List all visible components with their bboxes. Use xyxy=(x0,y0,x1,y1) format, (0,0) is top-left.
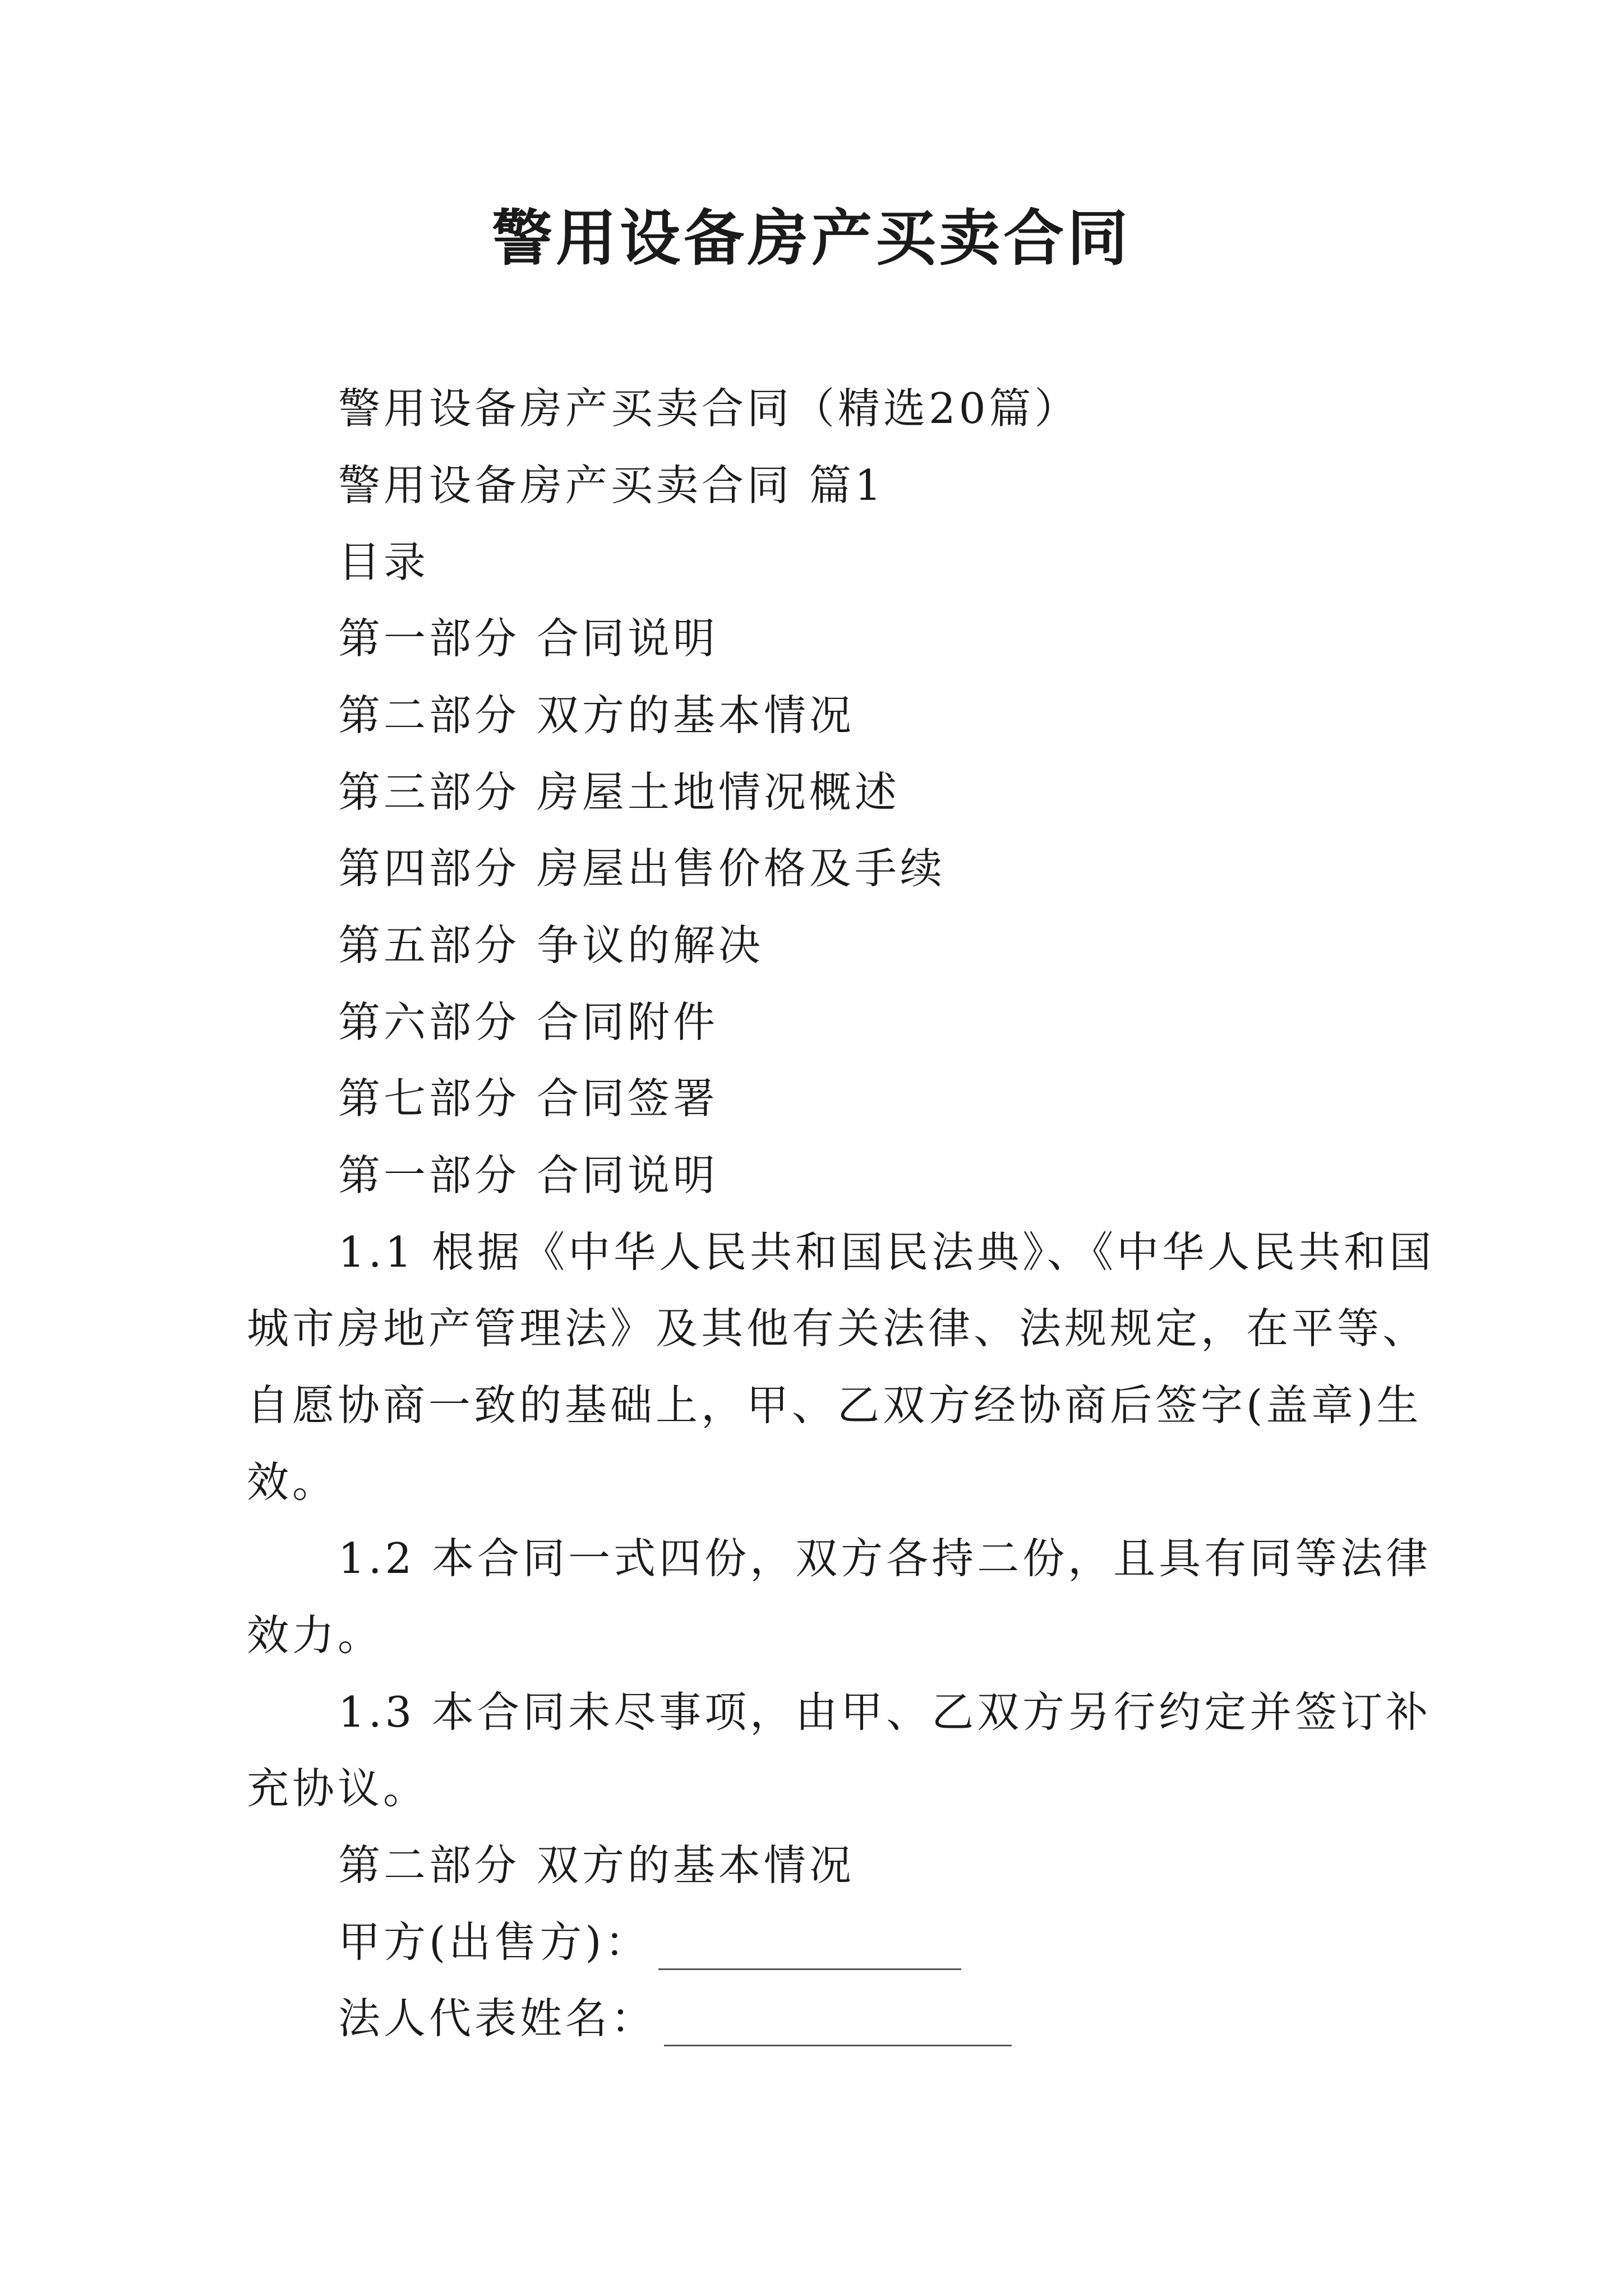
clause-1-2-line-1: 1.2 本合同一式四份，双方各持二份，且具有同等法律 xyxy=(338,1534,1432,1583)
seller-label: 甲方(出售方)： xyxy=(338,1917,651,1967)
article-heading: 警用设备房产买卖合同 篇1 xyxy=(338,461,885,510)
legal-representative-field xyxy=(338,1990,1012,2046)
toc-item-part-3: 第三部分 房屋土地情况概述 xyxy=(338,767,900,817)
legal-representative-blank-line[interactable] xyxy=(664,2005,1012,2046)
toc-item-part-1: 第一部分 合同说明 xyxy=(338,614,718,663)
clause-1-1-line-2: 城市房地产管理法》及其他有关法律、法规规定，在平等、 xyxy=(247,1304,1428,1353)
clause-1-3-line-2: 充协议。 xyxy=(247,1764,429,1813)
section-heading-part-2: 第二部分 双方的基本情况 xyxy=(338,1841,855,1890)
clause-1-1-line-1: 1.1 根据《中华人民共和国民法典》、《中华人民共和国 xyxy=(338,1227,1435,1277)
clause-1-1-line-4: 效。 xyxy=(247,1457,338,1507)
clause-1-2-line-2: 效力。 xyxy=(247,1611,384,1660)
clause-1-3-line-1: 1.3 本合同未尽事项，由甲、乙双方另行约定并签订补 xyxy=(338,1687,1432,1737)
toc-heading: 目录 xyxy=(338,537,430,587)
legal-representative-label: 法人代表姓名： xyxy=(338,1994,657,2043)
section-heading-part-1: 第一部分 合同说明 xyxy=(338,1151,718,1200)
seller-blank-line[interactable] xyxy=(658,1929,961,1970)
toc-item-part-5: 第五部分 争议的解决 xyxy=(338,921,764,970)
toc-item-part-4: 第四部分 房屋出售价格及手续 xyxy=(338,844,946,893)
seller-field xyxy=(338,1914,961,1970)
clause-1-1-line-3: 自愿协商一致的基础上，甲、乙双方经协商后签字(盖章)生 xyxy=(247,1381,1422,1430)
toc-item-part-6: 第六部分 合同附件 xyxy=(338,997,718,1047)
toc-item-part-7: 第七部分 合同签署 xyxy=(338,1074,718,1123)
document-title: 警用设备房产买卖合同 xyxy=(491,203,1131,274)
toc-item-part-2: 第二部分 双方的基本情况 xyxy=(338,691,855,740)
subtitle-line: 警用设备房产买卖合同（精选20篇） xyxy=(338,384,1080,433)
